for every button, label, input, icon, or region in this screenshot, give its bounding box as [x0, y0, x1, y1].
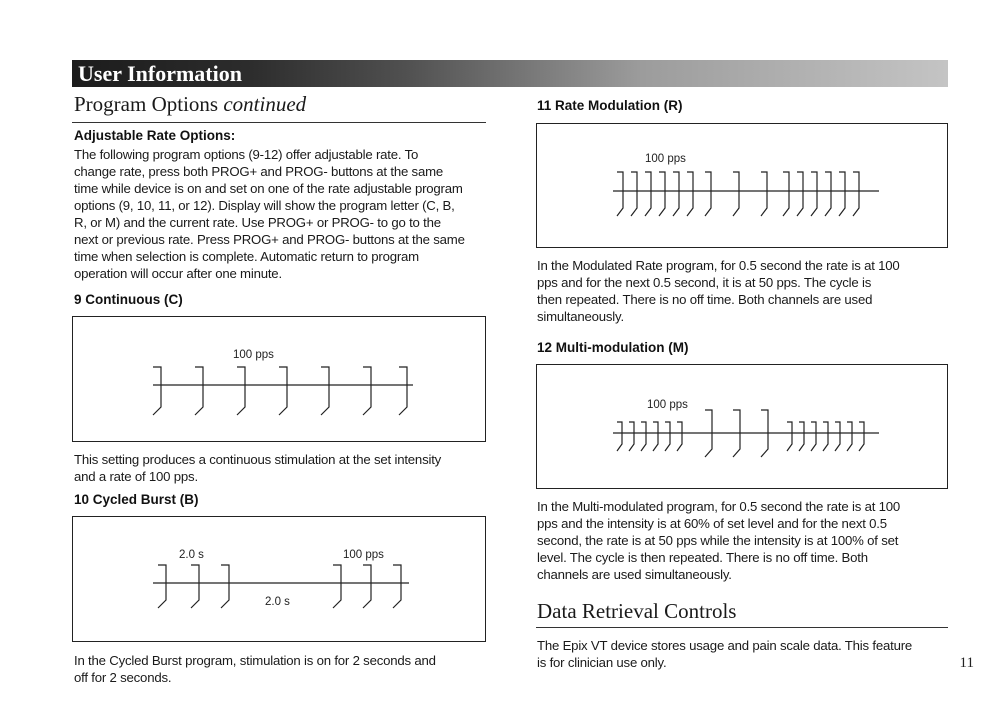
text-line: channels are used simultaneously.: [537, 567, 732, 582]
continuous-pulse-train: [153, 367, 413, 415]
header-bar: [72, 60, 948, 87]
text-line: simultaneously.: [537, 309, 624, 324]
text-line: pps and for the next 0.5 second, it is at 50 pps. The cycle is: [537, 275, 872, 290]
section-title-program-options: [74, 92, 306, 117]
text-line: then repeated. There is no off time. Both channels are used: [537, 292, 873, 307]
multi-modulation-waveform: [537, 365, 947, 488]
adjustable-rate-heading: Adjustable Rate Options:: [74, 128, 236, 143]
text-line: The following program options (9-12) offer adjustable rate. To: [74, 147, 419, 162]
text-line: is for clinician use only.: [537, 655, 667, 670]
text-line: In the Cycled Burst program, stimulation is on for 2 seconds and: [74, 653, 436, 668]
text-line: and a rate of 100 pps.: [74, 469, 198, 484]
cycled-burst-diagram: [72, 516, 486, 642]
continuous-heading: 9 Continuous (C): [74, 292, 183, 307]
continuous-diagram: [72, 316, 486, 442]
header-title: User Information: [78, 61, 242, 86]
text-line: time while device is on and set on one of the rate adjustable program: [74, 181, 463, 196]
rate-modulation-diagram: [536, 123, 948, 248]
rate-modulation-rate-label: 100 pps: [645, 153, 686, 165]
text-line: level. The cycle is then repeated. There is no off time. Both: [537, 550, 868, 565]
multi-modulation-diagram: [536, 364, 948, 489]
text-line: time when selection is complete. Automatic return to program: [74, 249, 419, 264]
text-line: next or previous rate. Press PROG+ and PROG- buttons at the same: [74, 232, 465, 247]
text-line: change rate, press both PROG+ and PROG- buttons at the same: [74, 164, 444, 179]
text-line: In the Modulated Rate program, for 0.5 second the rate is at 100: [537, 258, 900, 273]
continuous-rate-label: 100 pps: [233, 349, 274, 361]
text-line: The Epix VT device stores usage and pain scale data. This feature: [537, 638, 913, 653]
continuous-waveform: [73, 317, 485, 441]
text-line: In the Multi-modulated program, for 0.5 second the rate is at 100: [537, 499, 901, 514]
cycled-burst-on-label: 2.0 s: [179, 549, 204, 561]
cycled-burst-heading: 10 Cycled Burst (B): [74, 492, 199, 507]
data-retrieval-text: [537, 637, 953, 671]
text-line: second, the rate is at 50 pps while the intensity is at 100% of set: [537, 533, 899, 548]
section-title-text: Program Options: [74, 92, 219, 116]
section-title-continued: continued: [223, 92, 307, 116]
cycled-burst-waveform: [73, 517, 485, 641]
rate-modulation-waveform: [537, 124, 947, 247]
multi-modulation-pulse-train: [613, 410, 879, 457]
adjustable-rate-text: [74, 146, 490, 282]
multi-modulation-rate-label: 100 pps: [647, 399, 688, 411]
text-line: This setting produces a continuous stimulation at the set intensity: [74, 452, 442, 467]
cycled-burst-off-label: 2.0 s: [265, 596, 290, 608]
rate-modulation-heading: 11 Rate Modulation (R): [537, 98, 683, 113]
multi-modulation-text: [537, 498, 953, 583]
section-rule-left: [72, 122, 486, 123]
text-line: options (9, 10, 11, or 12). Display will show the program letter (C, B,: [74, 198, 455, 213]
text-line: R, or M) and the current rate. Use PROG+ or PROG- to go to the: [74, 215, 441, 230]
section-rule-right: [536, 627, 948, 628]
page-number: 11: [959, 655, 974, 671]
cycled-burst-text: [74, 652, 490, 686]
rate-modulation-pulse-train: [613, 172, 879, 216]
data-retrieval-title: Data Retrieval Controls: [537, 599, 737, 623]
continuous-text: [74, 451, 490, 485]
rate-modulation-text: [537, 257, 953, 325]
text-line: pps and the intensity is at 60% of set level and for the next 0.5: [537, 516, 887, 531]
cycled-burst-rate-label: 100 pps: [343, 549, 384, 561]
text-line: operation will occur after one minute.: [74, 266, 282, 281]
multi-modulation-heading: 12 Multi-modulation (M): [537, 340, 689, 355]
text-line: off for 2 seconds.: [74, 670, 172, 685]
